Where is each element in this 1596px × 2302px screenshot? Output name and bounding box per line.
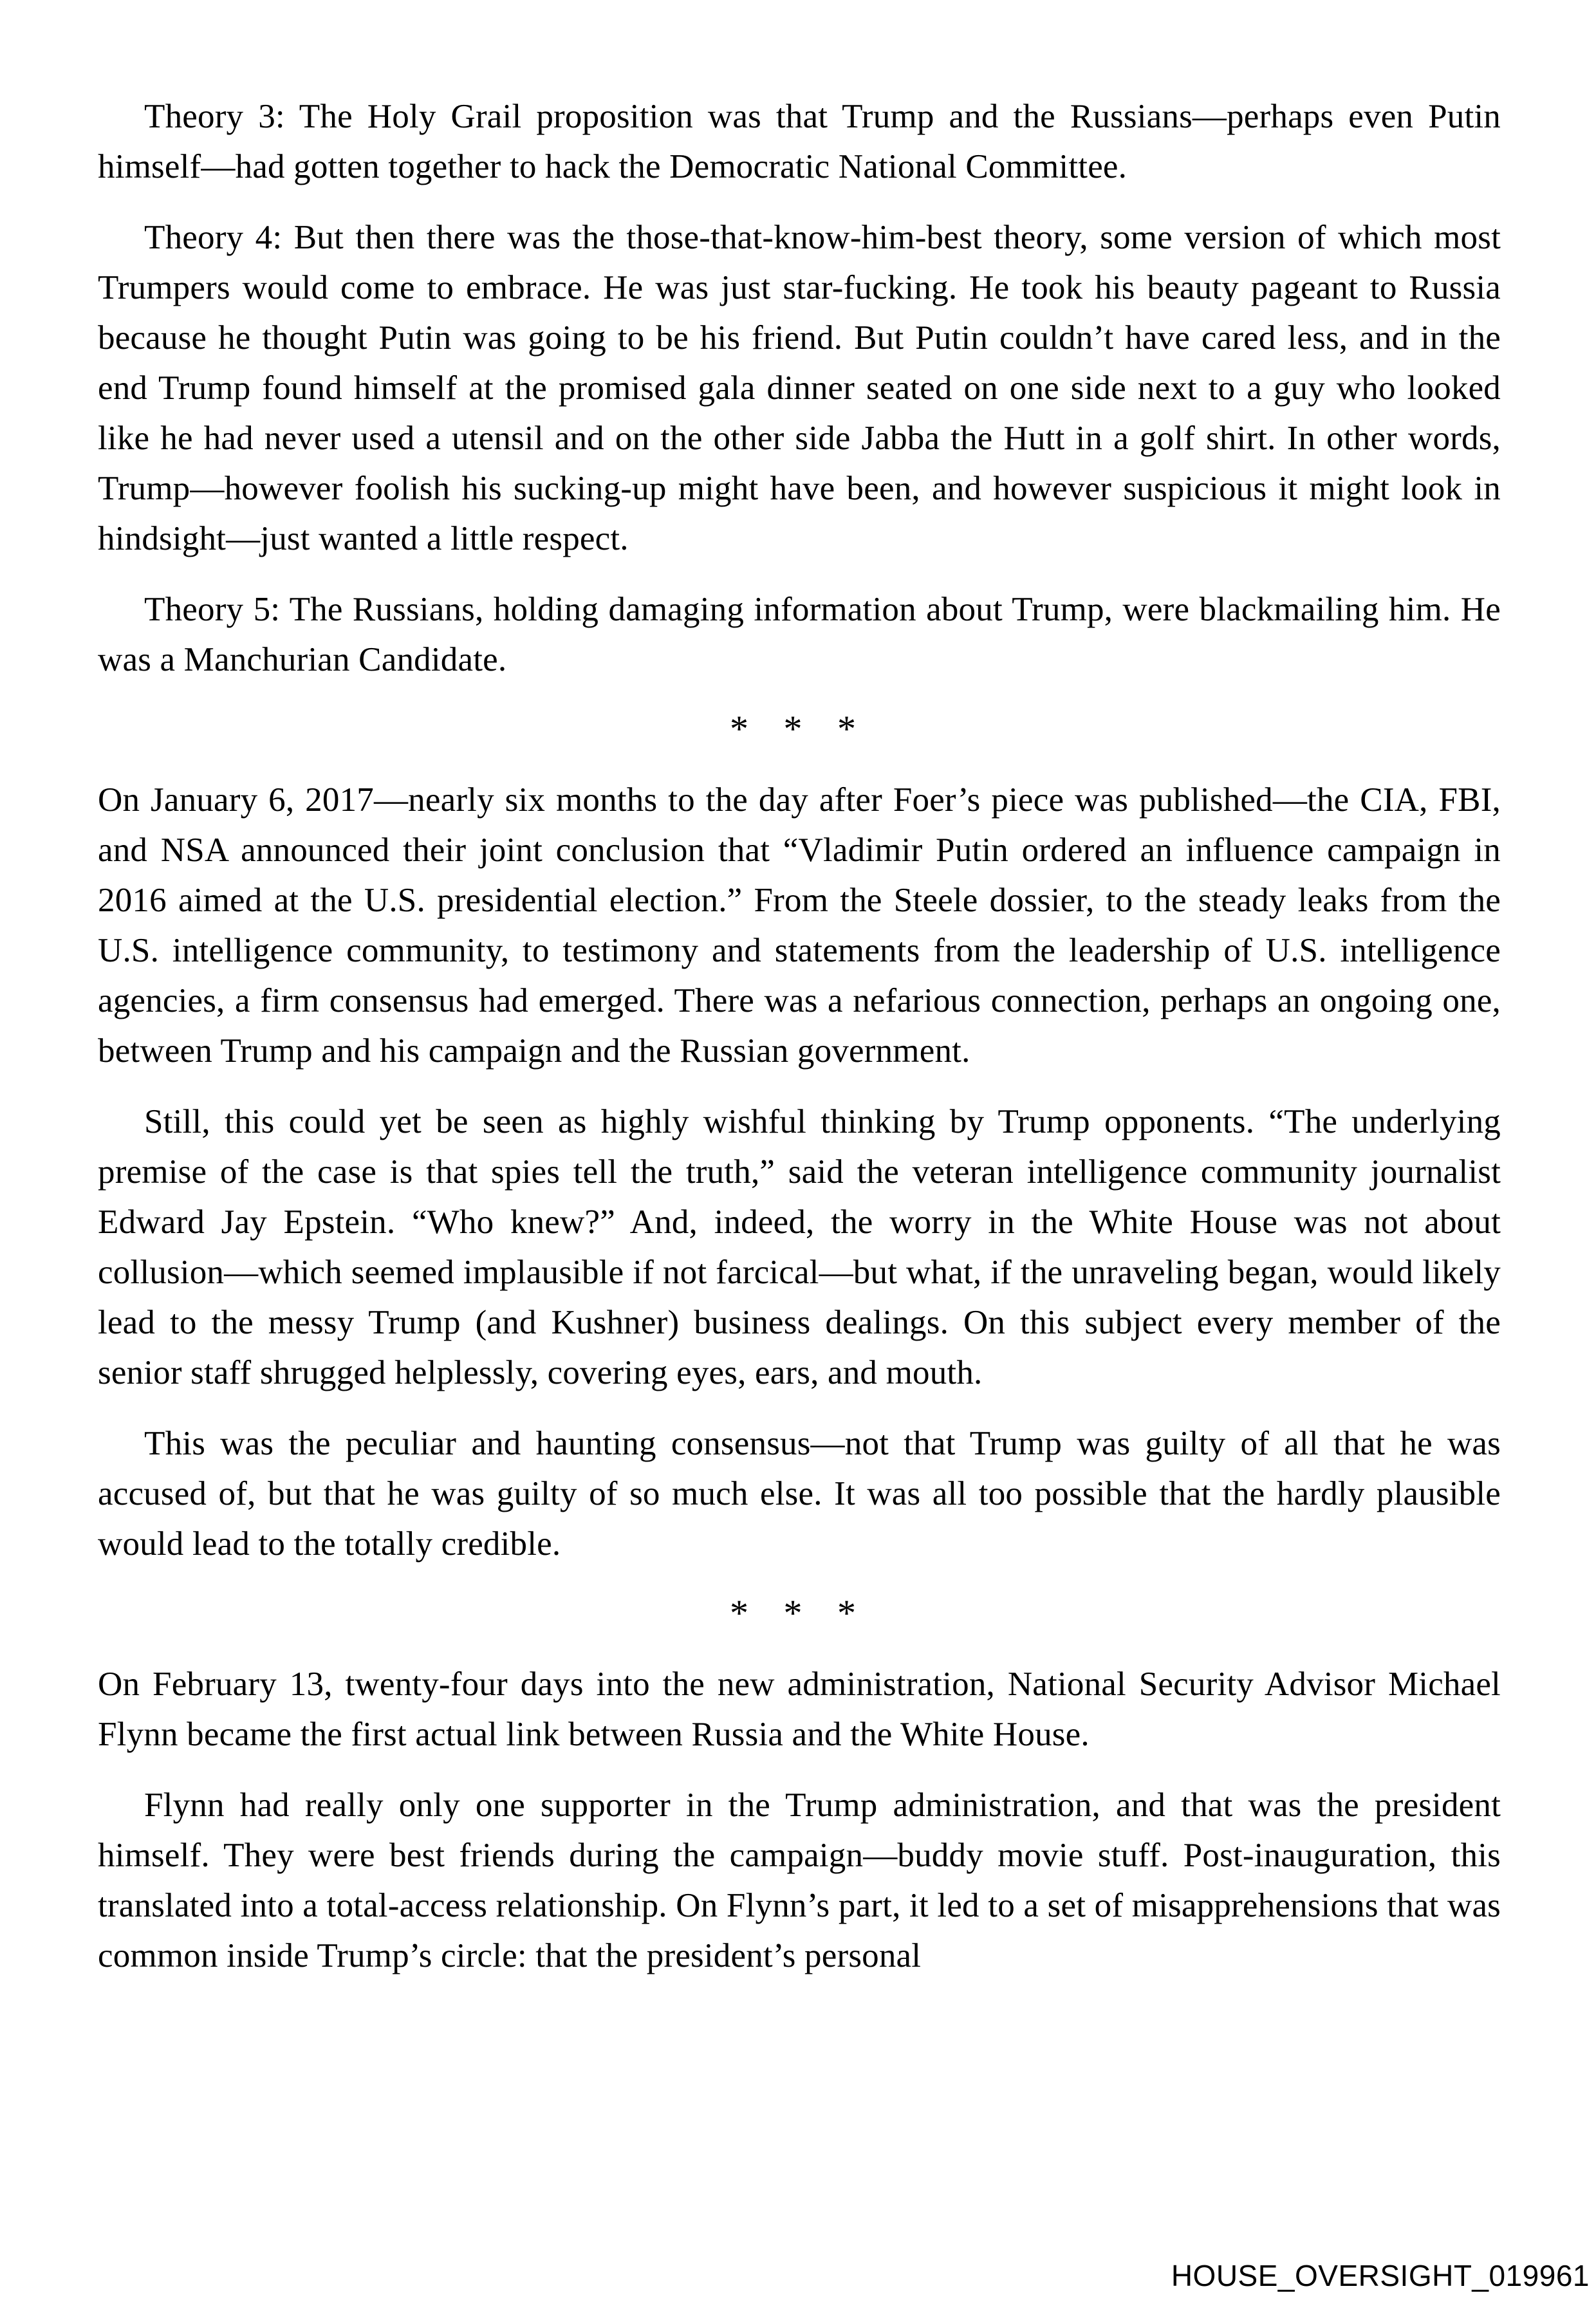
bates-stamp-number: HOUSE_OVERSIGHT_019961 [1171, 2259, 1590, 2292]
asterisk-section-divider: * * * [730, 1592, 869, 1634]
asterisk-section-divider: * * * [730, 708, 869, 750]
paragraph-february-13: On February 13, twenty-four days into the new administration, National Security Advisor Michael Flynn became the first actual link between Russia and the White House. [98, 1666, 1501, 1753]
page-text-block [98, 91, 1501, 1981]
paragraph-january-6: On January 6, 2017—nearly six months to the day after Foer’s piece was published—the CIA, FBI, and NSA announced their joint conclusion that “Vladimir Putin ordered an influence campaign in 2016 aimed at the U.S. presidential election.” From the Steele dossier, to the steady leaks from the U.S. intelligence community, to testimony and statements from the leadership of U.S. intelligence agencies, a firm consensus had emerged. There was a nefarious connection, perhaps an ongoing one, between Trump and his campaign and the Russian government. [98, 781, 1501, 1070]
paragraph-theory-4: Theory 4: But then there was the those-that-know-him-best theory, some version of which most Trumpers would come to embrace. He was just star-fucking. He took his beauty pageant to Russia because he thought Putin was going to be his friend. But Putin couldn’t have cared less, and in the end Trump found himself at the promised gala dinner seated on one side next to a guy who looked like he had never used a utensil and on the other side Jabba the Hutt in a golf shirt. In other words, Trump—however foolish his sucking-up might have been, and however suspicious it might look in hindsight—just wanted a little respect. [98, 219, 1501, 557]
paragraph-theory-5: Theory 5: The Russians, holding damaging information about Trump, were blackmailing him. He was a Manchurian Candidate. [98, 591, 1501, 678]
paragraph-flynn-supporter: Flynn had really only one supporter in the Trump administration, and that was the president himself. They were best friends during the campaign—buddy movie stuff. Post-inauguration, this translated into a total-access relationship. On Flynn’s part, it led to a set of misapprehensions that was common inside Trump’s circle: that the president’s personal [98, 1787, 1501, 1974]
paragraph-theory-3: Theory 3: The Holy Grail proposition was that Trump and the Russians—perhaps even Putin himself—had gotten together to hack the Democratic National Committee. [98, 98, 1501, 185]
paragraph-peculiar-consensus: This was the peculiar and haunting consensus—not that Trump was guilty of all that he was accused of, but that he was guilty of so much else. It was all too possible that the hardly plausible would lead to the totally credible. [98, 1425, 1501, 1563]
paragraph-still-wishful: Still, this could yet be seen as highly wishful thinking by Trump opponents. “The underlying premise of the case is that spies tell the truth,” said the veteran intelligence community journalist Edward Jay Epstein. “Who knew?” And, indeed, the worry in the White House was not about collusion—which seemed implausible if not farcical—but what, if the unraveling began, would likely lead to the messy Trump (and Kushner) business dealings. On this subject every member of the senior staff shrugged helplessly, covering eyes, ears, and mouth. [98, 1103, 1501, 1391]
